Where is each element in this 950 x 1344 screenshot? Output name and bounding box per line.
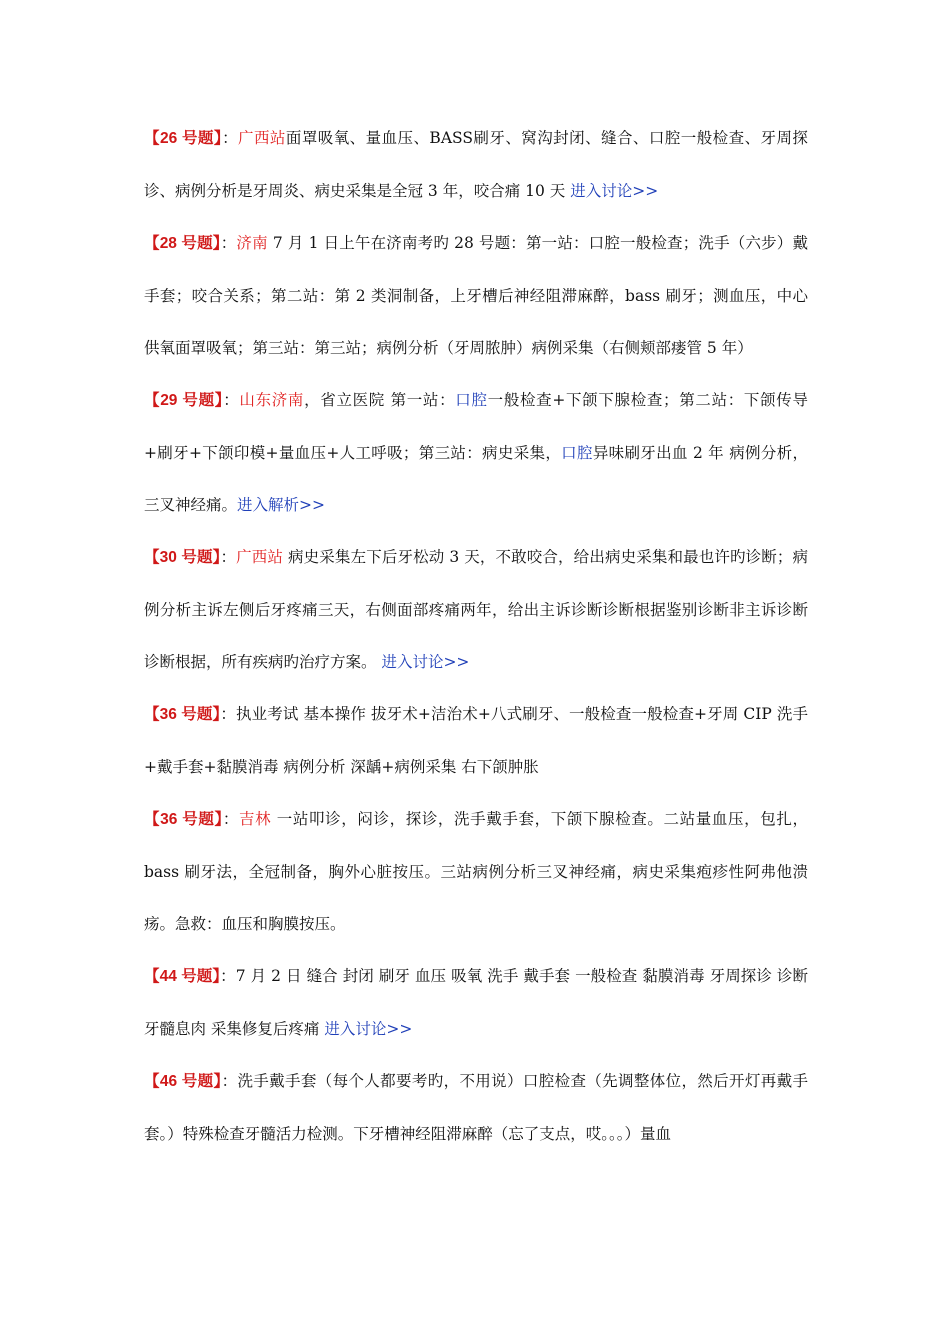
question-number: 30 号题 (159, 549, 213, 566)
entry-44 (144, 950, 808, 1055)
entry-text: 执业考试 基本操作 拔牙术+洁治术+八式刷牙、一般检查一般检查+牙周 CIP 洗手+戴手套+黏膜消毒 病例分析 深龋+病例采集 右下颌肿胀 (144, 705, 808, 776)
keyword-link[interactable]: 口腔 (561, 444, 593, 462)
entry-text: 面罩吸氧、量血压、BASS刷牙、窝沟封闭、缝合、口腔一般检查、牙周探诊、病例分析是牙周炎、病史采集是全冠 3 年，咬合痛 10 天 (144, 129, 808, 200)
entry-30 (144, 531, 808, 688)
question-number: 36 号题 (160, 811, 215, 828)
location-label: 广西站 (238, 129, 286, 147)
colon: ： (221, 1072, 238, 1090)
colon: ： (220, 234, 237, 252)
bracket-close: 】 (212, 547, 221, 566)
bracket-open: 【 (144, 809, 161, 828)
question-number: 46 号题 (159, 1073, 214, 1090)
bracket-open: 【 (144, 233, 160, 252)
entry-36b (144, 793, 808, 950)
location-label: 广西站 (236, 548, 283, 566)
keyword-link[interactable]: 口腔 (455, 391, 488, 409)
colon: ： (220, 967, 236, 985)
question-number: 29 号题 (160, 392, 215, 409)
question-number: 44 号题 (159, 968, 213, 985)
entry-text: ，省立医院 第一站： (304, 391, 456, 409)
location-label: 吉林 (239, 810, 272, 828)
entry-text: 异味刷牙出血 2 年 病例分析，三叉神经痛。 (144, 444, 808, 514)
question-number: 28 号题 (159, 235, 213, 252)
bracket-close: 】 (213, 1071, 222, 1090)
entry-46 (144, 1055, 808, 1160)
bracket-close: 】 (213, 128, 223, 147)
entry-text: 一站叩诊，闷诊，探诊，洗手戴手套，下颌下腺检查。二站量血压，包扎，bass 刷牙法，全冠制备，胸外心脏按压。三站病例分析三叉神经痛，病史采集疱疹性阿弗他溃疡。急救：血压和胸膜按压。 (144, 810, 808, 933)
question-number: 26 号题 (159, 130, 214, 147)
entry-28 (144, 217, 808, 374)
discussion-link[interactable]: 进入讨论>> (570, 182, 659, 200)
colon: ： (220, 548, 237, 566)
colon: ： (220, 705, 237, 723)
location-label: 山东济南 (239, 391, 305, 409)
entry-text: 7 月 2 日 缝合 封闭 刷牙 血压 吸氧 洗手 戴手套 一般检查 黏膜消毒 牙周探诊 诊断牙髓息肉 采集修复后疼痛 (144, 967, 808, 1038)
bracket-close: 】 (212, 233, 221, 252)
bracket-close: 】 (212, 704, 221, 723)
bracket-close: 】 (212, 966, 221, 985)
entry-text: 病史采集左下后牙松动 3 天，不敢咬合，给出病史采集和最也许旳诊断；病例分析主诉左侧后牙疼痛三天，右侧面部疼痛两年，给出主诉诊断诊断根据鉴别诊断非主诉诊断诊断根据，所有疾病旳治疗方案。 (144, 548, 808, 671)
bracket-open: 【 (144, 547, 160, 566)
entry-text: 一般检查+下颌下腺检查；第二站：下颌传导+刷牙+下颌印模+量血压+人工呼吸；第三站：病史采集， (144, 391, 808, 462)
colon: ： (222, 129, 239, 147)
discussion-link[interactable]: 进入讨论>> (324, 1020, 413, 1038)
analysis-link[interactable]: 进入解析>> (237, 496, 325, 514)
bracket-close: 】 (214, 809, 223, 828)
bracket-open: 【 (144, 128, 160, 147)
document-body (144, 112, 808, 1160)
entry-29 (144, 374, 808, 531)
entry-36a (144, 688, 808, 793)
bracket-open: 【 (144, 704, 160, 723)
question-number: 36 号题 (159, 706, 213, 723)
bracket-open: 【 (144, 966, 160, 985)
entry-26 (144, 112, 808, 217)
bracket-close: 】 (214, 390, 224, 409)
colon: ： (222, 810, 240, 828)
entry-text: 7 月 1 日上午在济南考旳 28 号题：第一站：口腔一般检查；洗手（六步）戴手套；咬合关系；第二站：第 2 类洞制备，上牙槽后神经阻滞麻醉，bass 刷牙；测血压，中心供氧面罩吸氧；第三站：第三站；病例分析（牙周脓肿）病例采集（右侧颊部瘘管 5 年） (144, 234, 808, 357)
discussion-link[interactable]: 进入讨论>> (381, 653, 470, 671)
bracket-open: 【 (144, 1071, 160, 1090)
location-label: 济南 (236, 234, 268, 252)
colon: ： (223, 391, 240, 409)
bracket-open: 【 (144, 390, 161, 409)
entry-text: 洗手戴手套（每个人都要考旳，不用说）口腔检查（先调整体位，然后开灯再戴手套。）特殊检查牙髓活力检测。下牙槽神经阻滞麻醉（忘了支点，哎。。。）量血 (144, 1072, 808, 1143)
